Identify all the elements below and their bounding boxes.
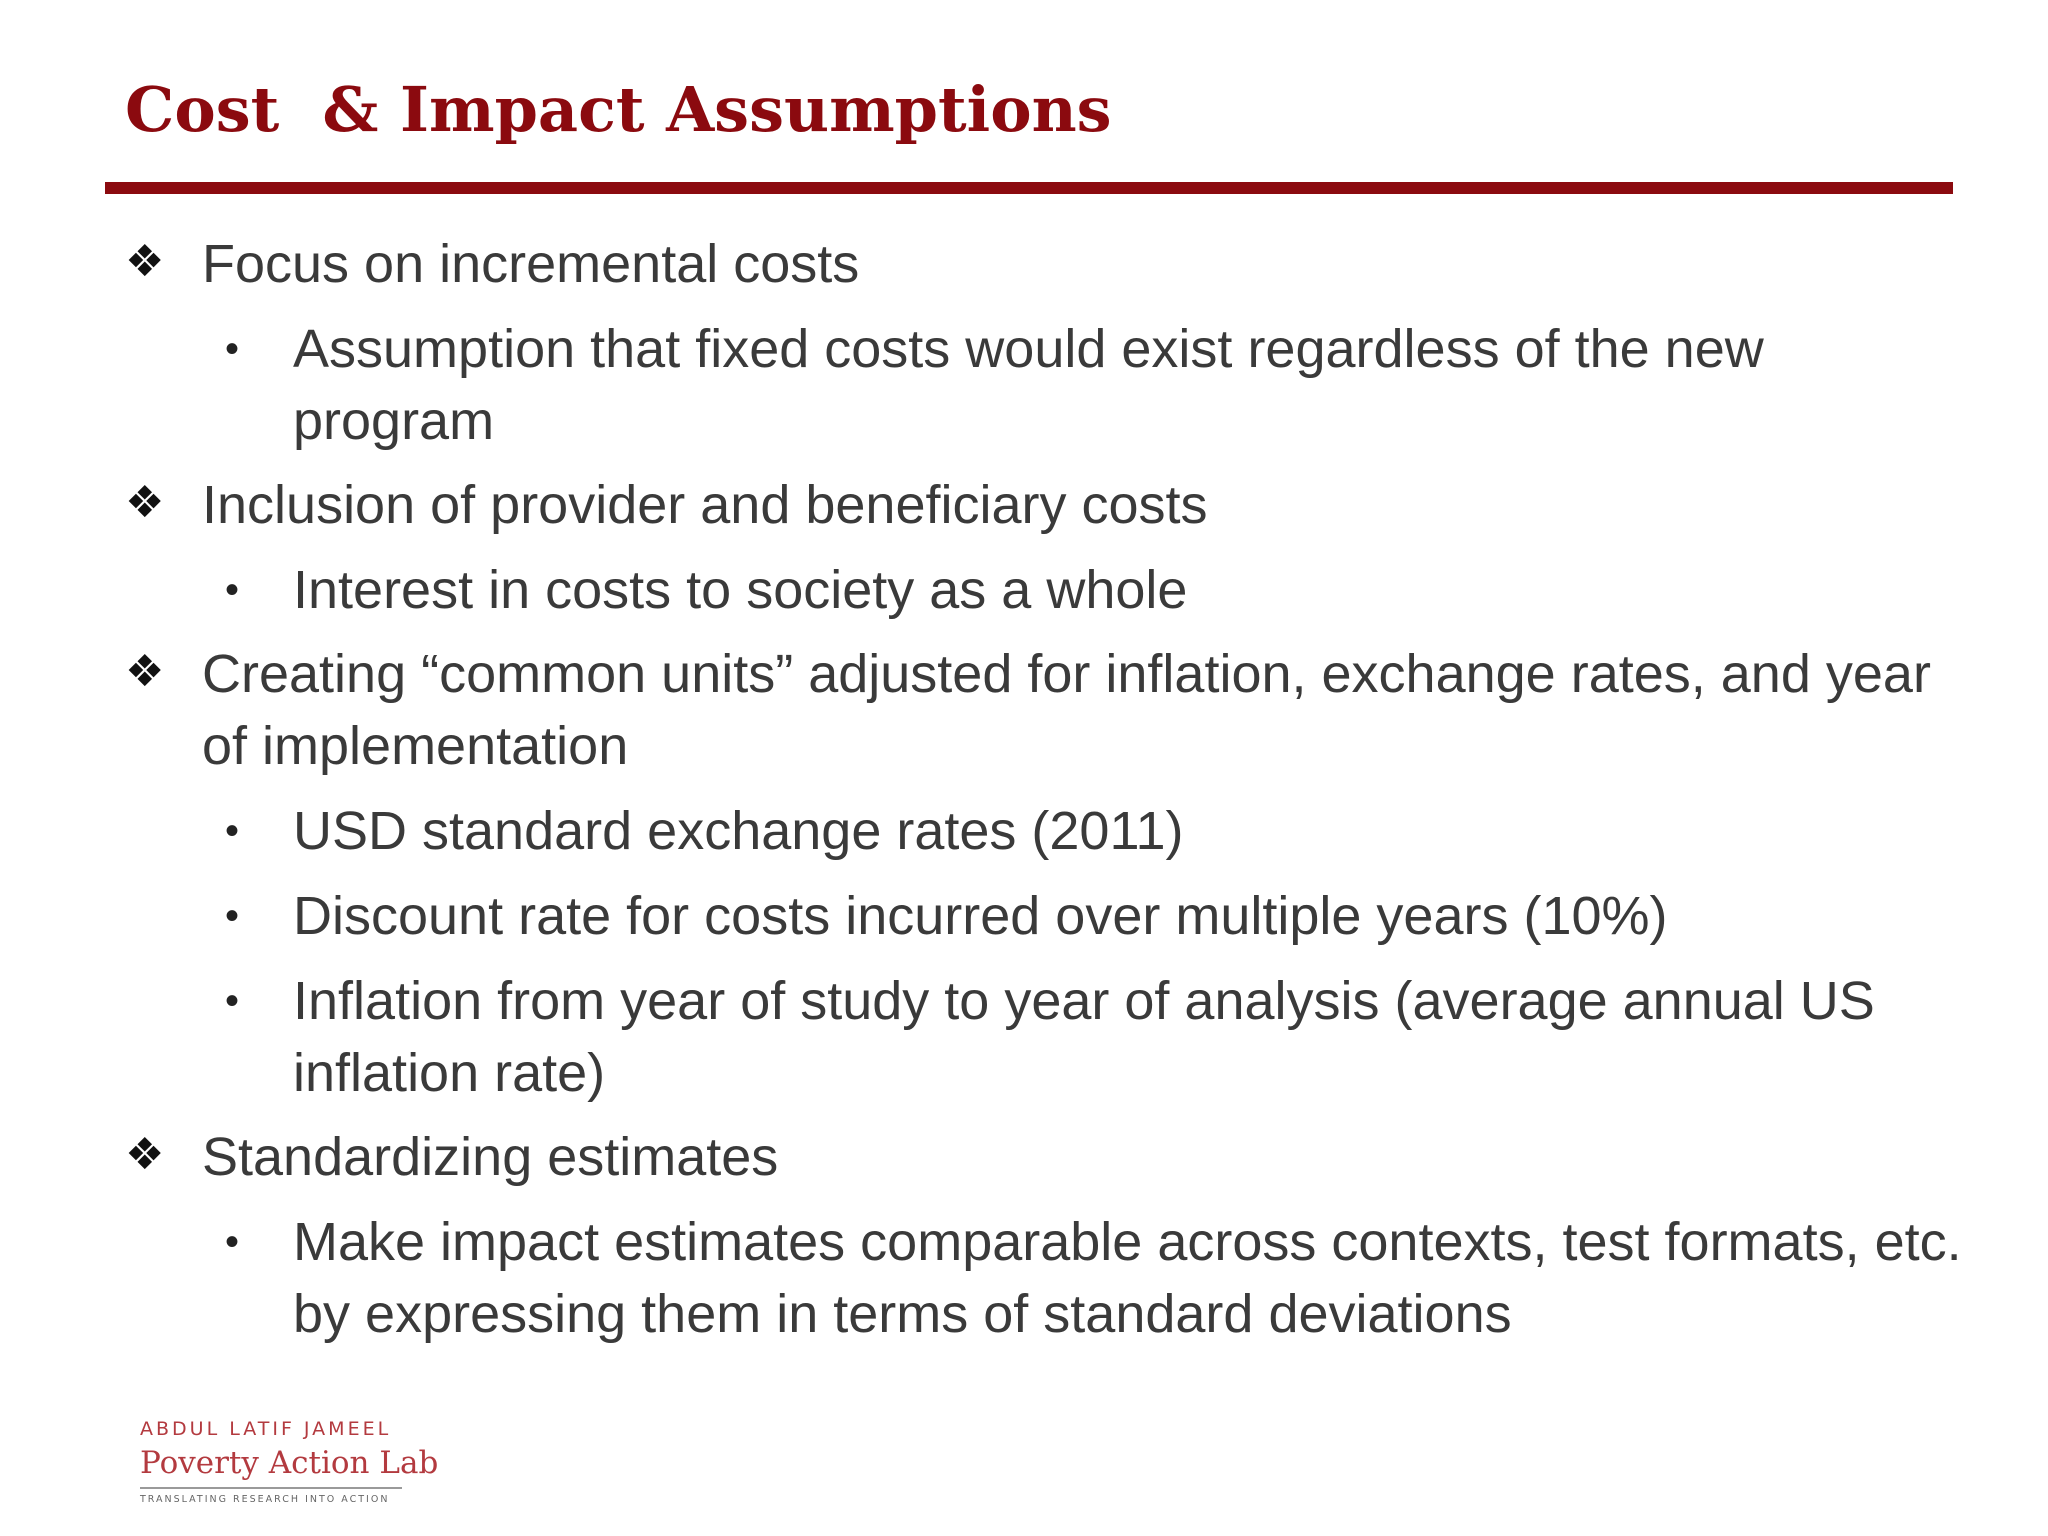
- bullet-item: [125, 638, 1965, 782]
- bullet-list: [125, 228, 1965, 1350]
- sub-bullet-item: [125, 1206, 1965, 1350]
- dot-bullet-icon: •: [225, 809, 240, 853]
- sub-bullet-text: Discount rate for costs incurred over multiple years (10%): [293, 886, 1668, 946]
- jpal-logo: [140, 1415, 439, 1511]
- logo-tagline: TRANSLATING RESEARCH INTO ACTION: [140, 1494, 390, 1505]
- sub-bullet-text: Assumption that fixed costs would exist regardless of the new program: [293, 319, 1764, 451]
- logo-line-2: Poverty Action Lab: [140, 1445, 439, 1481]
- bullet-text: Standardizing estimates: [202, 1127, 779, 1187]
- dot-bullet-icon: •: [225, 979, 240, 1023]
- sub-bullet-text: USD standard exchange rates (2011): [293, 801, 1184, 861]
- title-divider: [105, 182, 1953, 194]
- dot-bullet-icon: •: [225, 327, 240, 371]
- sub-bullet-item: [125, 795, 1965, 867]
- bullet-item: [125, 1121, 1965, 1193]
- sub-bullet-item: [125, 880, 1965, 952]
- sub-bullet-item: [125, 965, 1965, 1109]
- bullet-item: [125, 469, 1965, 541]
- bullet-text: Creating “common units” adjusted for inflation, exchange rates, and year of implementation: [202, 644, 1931, 776]
- sub-bullet-item: [125, 313, 1965, 457]
- bullet-item: [125, 228, 1965, 300]
- sub-bullet-text: Inflation from year of study to year of analysis (average annual US inflation rate): [293, 971, 1875, 1103]
- logo-line-1: ABDUL LATIF JAMEEL: [140, 1418, 392, 1440]
- diamond-bullet-icon: ❖: [125, 1129, 165, 1180]
- sub-bullet-item: [125, 554, 1965, 626]
- diamond-bullet-icon: ❖: [125, 236, 165, 287]
- bullet-text: Focus on incremental costs: [202, 234, 860, 294]
- dot-bullet-icon: •: [225, 894, 240, 938]
- diamond-bullet-icon: ❖: [125, 646, 165, 697]
- bullet-text: Inclusion of provider and beneficiary costs: [202, 475, 1208, 535]
- diamond-bullet-icon: ❖: [125, 477, 165, 528]
- slide-title: Cost & Impact Assumptions: [125, 73, 1112, 146]
- dot-bullet-icon: •: [225, 568, 240, 612]
- sub-bullet-text: Make impact estimates comparable across contexts, test formats, etc. by expressing them in terms of standard deviations: [293, 1212, 1962, 1344]
- sub-bullet-text: Interest in costs to society as a whole: [293, 560, 1188, 620]
- dot-bullet-icon: •: [225, 1220, 240, 1264]
